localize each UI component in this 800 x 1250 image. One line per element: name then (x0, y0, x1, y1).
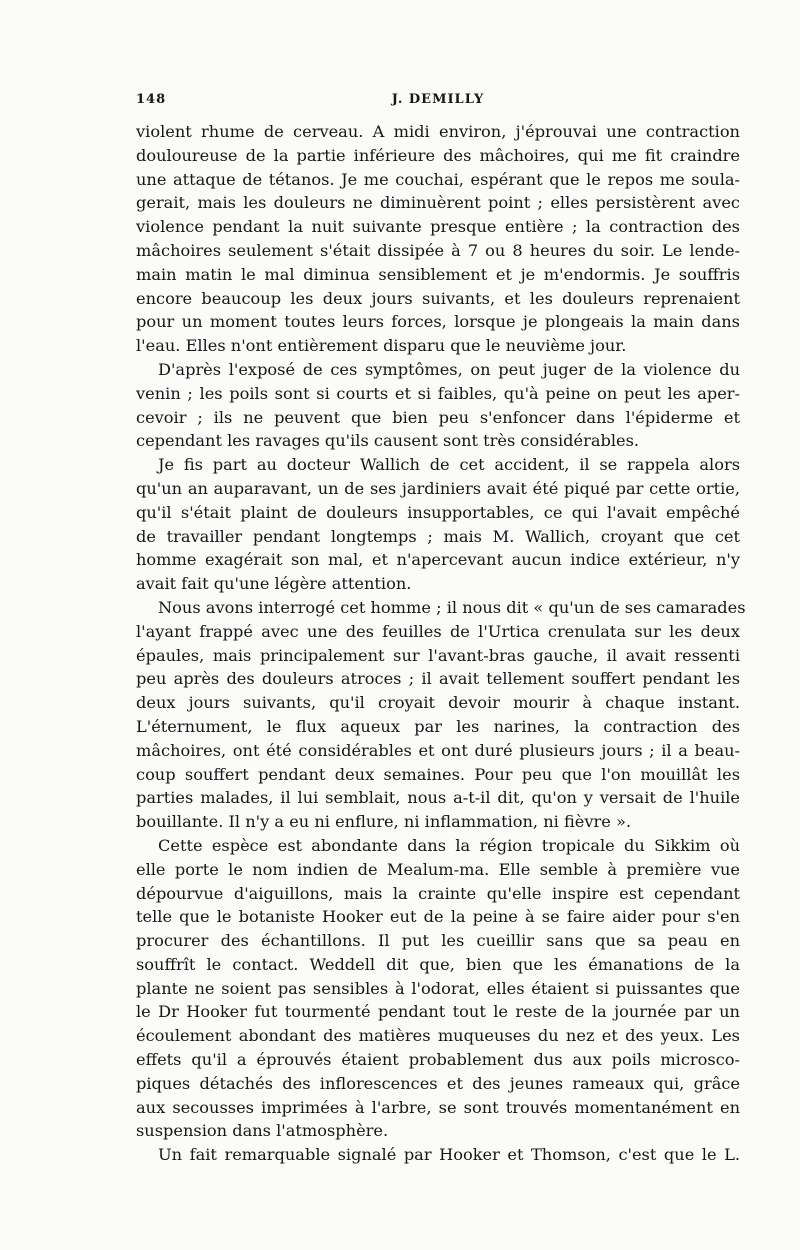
body-text (136, 120, 746, 1167)
text-line: pour un moment toutes leurs forces, lorsque je plongeais la main dans (136, 312, 740, 332)
page-number: 148 (136, 92, 167, 107)
text-line: homme exagérait son mal, et n'apercevant aucun indice extérieur, n'y (136, 550, 740, 570)
text-line: aux secousses imprimées à l'arbre, se sont trouvés momentanément en (136, 1097, 740, 1117)
text-line: piques détachés des inflorescences et des jeunes rameaux qui, grâce (136, 1073, 740, 1093)
text-line: qu'il s'était plaint de douleurs insupportables, ce qui l'avait empêché (136, 502, 740, 522)
text-line: Je fis part au docteur Wallich de cet accident, il se rappela alors (158, 455, 740, 475)
text-line: L'éternument, le flux aqueux par les narines, la contraction des (136, 716, 740, 736)
text-line: l'ayant frappé avec une des feuilles de l'Urtica crenulata sur les deux (136, 621, 740, 641)
text-line: peu après des douleurs atroces ; il avait tellement souffert pendant les (136, 669, 740, 689)
text-line: deux jours suivants, qu'il croyait devoir mourir à chaque instant. (136, 693, 740, 713)
text-line: telle que le botaniste Hooker eut de la peine à se faire aider pour s'en (136, 907, 740, 927)
text-line: bouillante. Il n'y a eu ni enflure, ni inflammation, ni fièvre ». (136, 812, 632, 832)
text-line: l'eau. Elles n'ont entièrement disparu que le neuvième jour. (136, 336, 627, 356)
text-line: épaules, mais principalement sur l'avant-bras gauche, il avait ressenti (136, 645, 740, 665)
text-line: elle porte le nom indien de Mealum-ma. Elle semble à première vue (136, 859, 740, 879)
text-line: de travailler pendant longtemps ; mais M. Wallich, croyant que cet (136, 526, 740, 546)
text-line: suspension dans l'atmosphère. (136, 1121, 389, 1141)
text-line: parties malades, il lui semblait, nous a-t-il dit, qu'on y versait de l'huile (136, 788, 740, 808)
running-head: J. DEMILLY (391, 92, 485, 107)
text-line: encore beaucoup les deux jours suivants, et les douleurs reprenaient (136, 288, 740, 308)
text-line: coup souffert pendant deux semaines. Pour peu que l'on mouillât les (136, 764, 740, 784)
text-line: plante ne soient pas sensibles à l'odorat, elles étaient si puissantes que (136, 978, 740, 998)
text-line: cependant les ravages qu'ils causent sont très considérables. (136, 431, 640, 451)
text-line: dépourvue d'aiguillons, mais la crainte qu'elle inspire est cependant (136, 883, 740, 903)
text-line: mâchoires seulement s'était dissipée à 7 ou 8 heures du soir. Le lende- (136, 240, 740, 260)
text-line: qu'un an auparavant, un de ses jardiniers avait été piqué par cette ortie, (136, 478, 740, 498)
text-line: effets qu'il a éprouvés étaient probablement dus aux poils microsco- (136, 1050, 740, 1070)
text-line: main matin le mal diminua sensiblement et je m'endormis. Je souffris (136, 264, 740, 284)
text-line: Un fait remarquable signalé par Hooker et Thomson, c'est que le L. (158, 1145, 740, 1165)
text-line: douloureuse de la partie inférieure des mâchoires, qui me fit craindre (136, 145, 740, 165)
text-line: avait fait qu'une légère attention. (136, 574, 412, 594)
text-line: violence pendant la nuit suivante presque entière ; la contraction des (136, 217, 740, 237)
text-line: mâchoires, ont été considérables et ont duré plusieurs jours ; il a beau- (136, 740, 740, 760)
text-line: D'après l'exposé de ces symptômes, on peut juger de la violence du (158, 359, 740, 379)
text-line: cevoir ; ils ne peuvent que bien peu s'enfoncer dans l'épiderme et (136, 407, 740, 427)
text-line: Cette espèce est abondante dans la région tropicale du Sikkim où (158, 835, 740, 855)
text-line: gerait, mais les douleurs ne diminuèrent point ; elles persistèrent avec (136, 193, 740, 213)
text-line: procurer des échantillons. Il put les cueillir sans que sa peau en (136, 931, 740, 951)
text-line: écoulement abondant des matières muqueuses du nez et des yeux. Les (136, 1026, 740, 1046)
text-line: le Dr Hooker fut tourmenté pendant tout le reste de la journée par un (136, 1002, 740, 1022)
text-line: venin ; les poils sont si courts et si faibles, qu'à peine on peut les aper- (136, 383, 740, 403)
text-line: Nous avons interrogé cet homme ; il nous dit « qu'un de ses camarades (158, 597, 746, 617)
text-line: une attaque de tétanos. Je me couchai, espérant que le repos me soula- (136, 169, 740, 189)
text-line: souffrît le contact. Weddell dit que, bien que les émanations de la (136, 954, 740, 974)
text-line: violent rhume de cerveau. A midi environ, j'éprouvai une contraction (136, 122, 740, 141)
page-header (136, 92, 740, 114)
